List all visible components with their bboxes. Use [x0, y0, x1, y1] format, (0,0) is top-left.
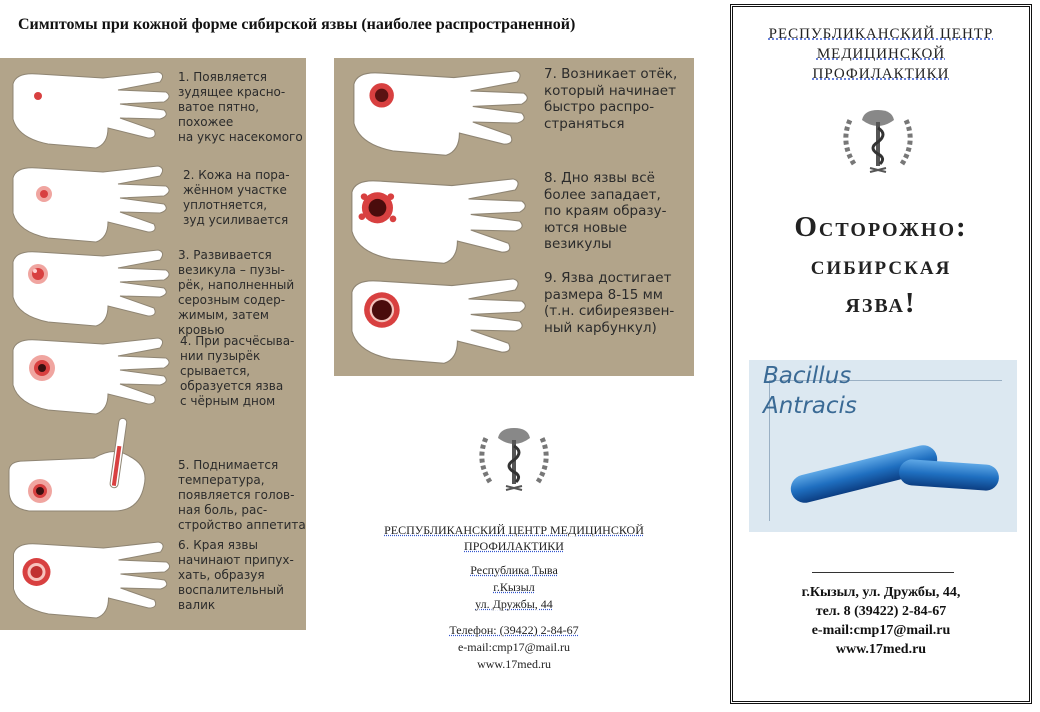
hand-step-6-illustration: [6, 534, 176, 624]
hand-step-3-illustration: [8, 242, 173, 330]
warning-line: язва!: [845, 287, 917, 319]
email-line: e-mail:cmp17@mail.ru: [811, 623, 951, 638]
medical-emblem-icon: [836, 102, 920, 176]
address-line: Республика Тыва: [470, 563, 558, 577]
hand-step-2-illustration: [8, 158, 173, 246]
bacillus-image: [749, 360, 1017, 532]
org-name-right: РЕСПУБЛИКАНСКИЙ ЦЕНТР МЕДИЦИНСКОЙ ПРОФИЛАКТИКИ: [768, 26, 994, 82]
warning-heading: [740, 208, 1022, 322]
address-line: г.Кызыл: [493, 580, 535, 594]
contacts-block: [740, 583, 1022, 659]
bacteria-illustration: [779, 420, 1009, 520]
step-7-text: 7. Возникает отёк, который начинает быстро распро- страняться: [544, 66, 678, 132]
warning-line: сибирская: [810, 250, 952, 280]
email-line: e-mail:cmp17@mail.ru: [457, 640, 571, 654]
step-5-text: 5. Поднимается температура, появляется голов- ная боль, рас- стройство аппетита: [178, 458, 306, 532]
website-line: www.17med.ru: [477, 657, 551, 671]
address-line: г.Кызыл, ул. Дружбы, 44,: [801, 585, 961, 600]
hand-step-7-illustration: [340, 62, 540, 162]
step-6-text: 6. Края язвы начинают припух- хать, образуя воспалительный валик: [178, 538, 294, 612]
address-line: ул. Дружбы, 44: [475, 597, 553, 611]
step-1-text: 1. Появляется зудящее красно- ватое пятно, похожее на укус насекомого: [178, 70, 303, 144]
hand-step-1-illustration: [8, 64, 173, 154]
step-9-text: 9. Язва достигает размера 8-15 мм (т.н. сибиреязвен- ный карбункул): [544, 270, 675, 336]
step-8-text: 8. Дно язвы всё более западает, по краям образу- ются новые везикулы: [544, 170, 667, 252]
hand-step-4-illustration: [8, 330, 173, 420]
hand-step-5-illustration: [4, 416, 174, 526]
website-line: www.17med.ru: [835, 642, 927, 657]
org-name-middle: РЕСПУБЛИКАНСКИЙ ЦЕНТР МЕДИЦИНСКОЙ ПРОФИЛАКТИКИ: [384, 523, 644, 553]
lesion-spot: [34, 92, 42, 100]
medical-emblem-icon: [472, 420, 556, 494]
bacillus-label-1: Bacillus: [763, 363, 852, 389]
hand-step-9-illustration: [338, 270, 538, 370]
step-4-text: 4. При расчёсыва- нии пузырёк срывается, образуется язва с чёрным дном: [180, 334, 295, 408]
step-2-text: 2. Кожа на пора- жённом участке уплотняется, зуд усиливается: [183, 168, 290, 227]
address-block-middle: [396, 562, 632, 673]
warning-line: Осторожно:: [794, 211, 968, 243]
page-title: Симптомы при кожной форме сибирской язвы (наиболее распространенной): [18, 16, 576, 33]
bacillus-label-2: Antracis: [763, 393, 857, 419]
step-3-text: 3. Развивается везикула – пузы- рёк, наполненный серозным содер- жимым, затем кровью: [178, 248, 295, 337]
divider-line: [812, 572, 954, 573]
phone-line: тел. 8 (39422) 2-84-67: [815, 604, 947, 619]
hand-step-8-illustration: [338, 170, 538, 270]
phone-line: Телефон: (39422) 2-84-67: [449, 623, 579, 637]
